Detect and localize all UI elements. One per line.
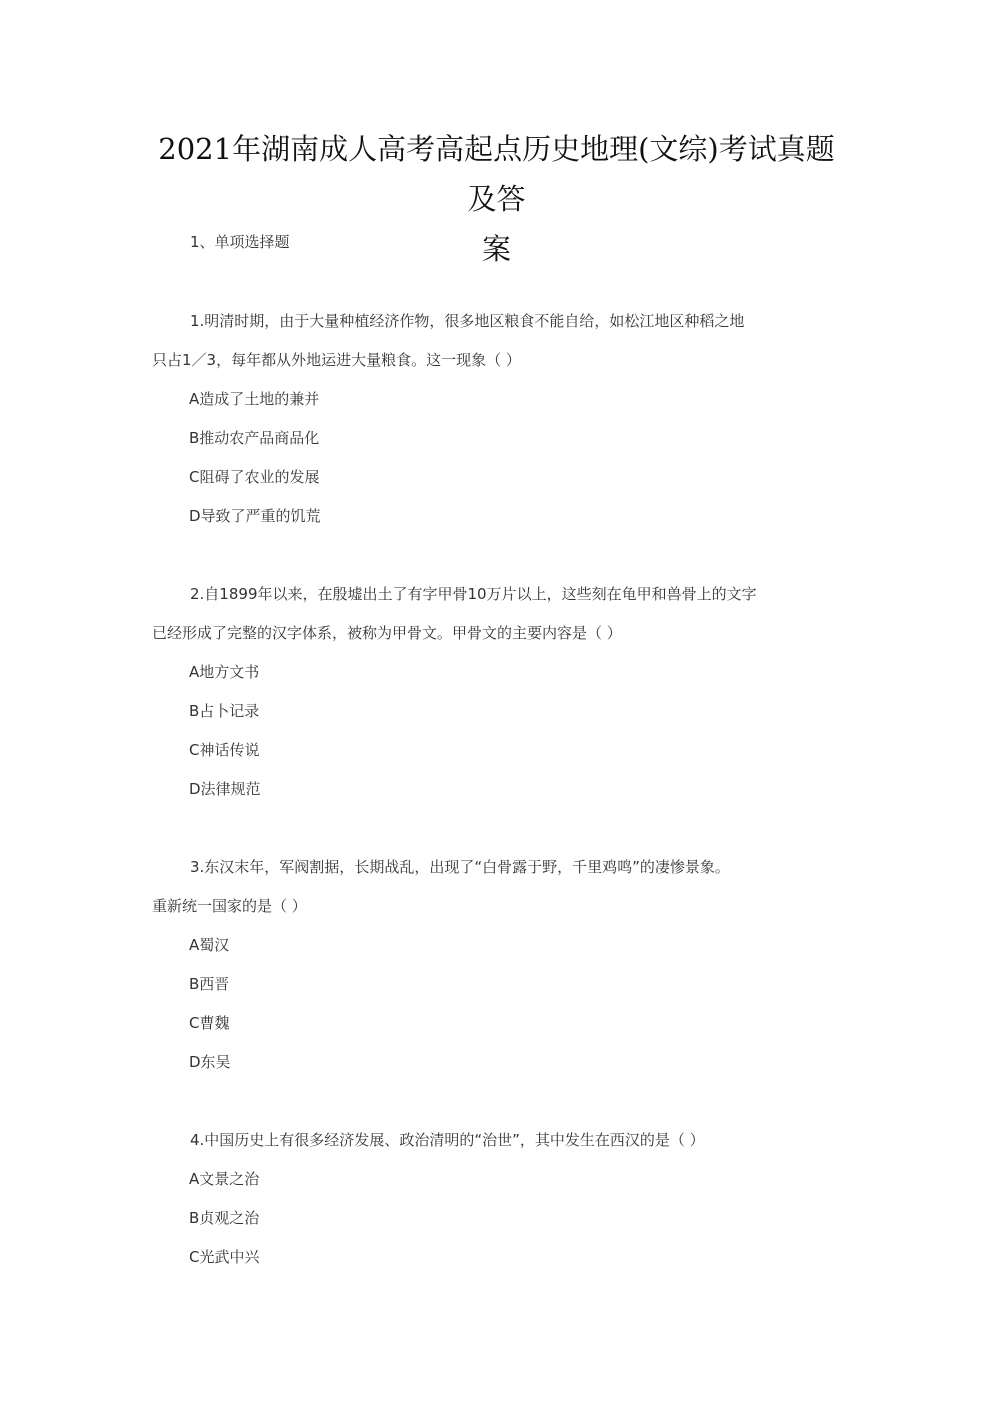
question-2-text-line1: 2.自1899年以来，在殷墟出土了有字甲骨10万片以上，这些刻在龟甲和兽骨上的文字 — [190, 585, 757, 603]
question-1-text-line2: 只占1／3，每年都从外地运进大量粮食。这一现象（ ） — [152, 351, 521, 369]
section-label: 1、单项选择题 — [190, 233, 290, 251]
question-4-text-line1: 4.中国历史上有很多经济发展、政治清明的“治世”，其中发生在西汉的是（ ） — [190, 1131, 705, 1149]
question-3-option-d: D东吴 — [189, 1053, 231, 1071]
question-4-option-c: C光武中兴 — [189, 1248, 260, 1266]
question-2-text-line2: 已经形成了完整的汉字体系，被称为甲骨文。甲骨文的主要内容是（ ） — [152, 624, 622, 642]
question-1-option-d: D导致了严重的饥荒 — [189, 507, 321, 525]
question-2-option-a: A地方文书 — [189, 663, 260, 681]
question-3-text-line1: 3.东汉末年，军阀割据，长期战乱，出现了“白骨露于野，千里鸡鸣”的凄惨景象。 — [190, 858, 730, 876]
question-3-option-b: B西晋 — [189, 975, 230, 993]
question-1-option-c: C阻碍了农业的发展 — [189, 468, 320, 486]
question-4-option-a: A文景之治 — [189, 1170, 260, 1188]
question-1-option-a: A造成了土地的兼并 — [189, 390, 320, 408]
question-3-option-c: C曹魏 — [189, 1014, 230, 1032]
question-1-text-line1: 1.明清时期，由于大量种植经济作物，很多地区粮食不能自给，如松江地区种稻之地 — [190, 312, 745, 330]
document-title-line2: 案 — [481, 232, 511, 266]
question-3-text-line2: 重新统一国家的是（ ） — [152, 897, 307, 915]
document-title-line1: 2021年湖南成人高考高起点历史地理(文综)考试真题及答 — [158, 132, 835, 216]
question-1-option-b: B推动农产品商品化 — [189, 429, 320, 447]
question-3-option-a: A蜀汉 — [189, 936, 230, 954]
question-2-option-d: D法律规范 — [189, 780, 261, 798]
question-2-option-c: C神话传说 — [189, 741, 260, 759]
question-2-option-b: B占卜记录 — [189, 702, 260, 720]
question-4-option-b: B贞观之治 — [189, 1209, 260, 1227]
